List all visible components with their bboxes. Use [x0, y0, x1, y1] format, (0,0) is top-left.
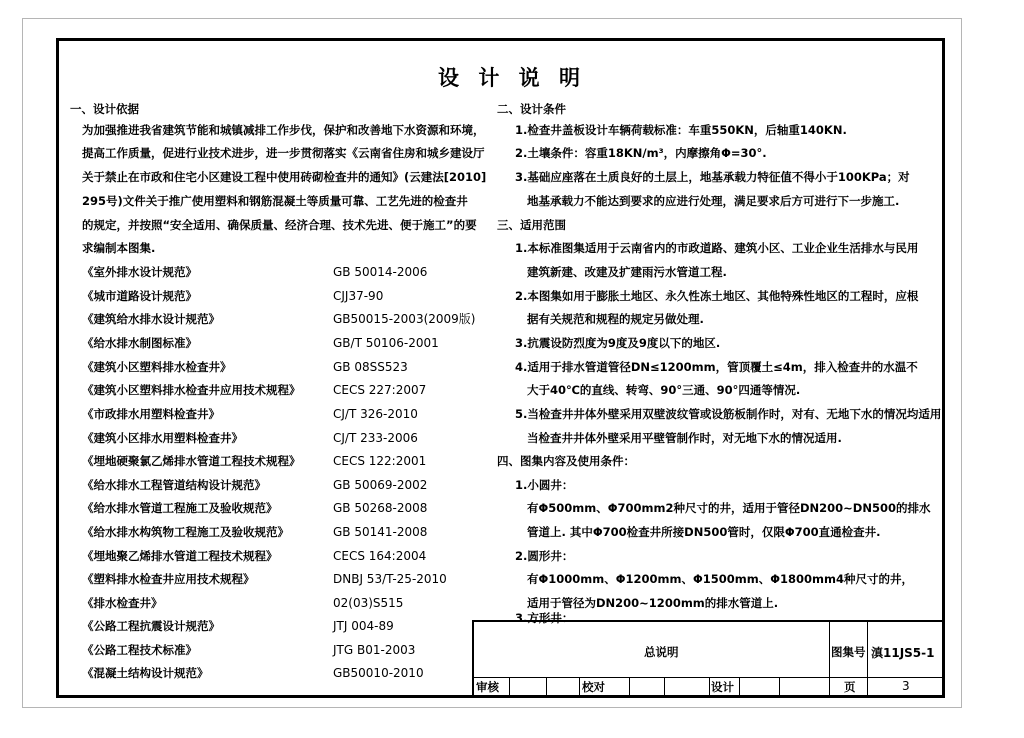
body-line: 管道上. 其中Φ700检查井所接DN500管时，仅限Φ700直通检查井.: [527, 525, 881, 539]
section-heading: 二、设计条件: [497, 102, 566, 116]
body-line: 4.适用于排水管道管径DN≤1200mm，管顶覆土≤4m，排入检查井的水温不: [515, 360, 918, 374]
standard-name: 《混凝土结构设计规范》: [82, 666, 209, 680]
intro-line: 关于禁止在市政和住宅小区建设工程中使用砖砌检查井的通知》(云建法[2010]: [82, 170, 487, 184]
atlas-label: 图集号: [831, 645, 866, 659]
body-line: 3.基础应座落在土质良好的土层上，地基承载力特征值不得小于100KPa；对: [515, 170, 910, 184]
standard-code: JTJ 004-89: [333, 619, 394, 633]
body-line: 建筑新建、改建及扩建雨污水管道工程.: [527, 265, 727, 279]
standard-code: CECS 227:2007: [333, 383, 427, 397]
standard-code: DNBJ 53/T-25-2010: [333, 572, 447, 586]
standard-name: 《建筑小区塑料排水检查井应用技术规程》: [82, 383, 301, 397]
intro-line: 提高工作质量，促进行业技术进步，进一步贯彻落实《云南省住房和城乡建设厅: [82, 146, 485, 160]
intro-line: 为加强推进我省建筑节能和城镇减排工作步伐，保护和改善地下水资源和环境，: [82, 123, 485, 137]
standard-name: 《埋地硬聚氯乙烯排水管道工程技术规程》: [82, 454, 301, 468]
section-heading: 三、适用范围: [497, 218, 566, 232]
design-label: 设计: [711, 680, 734, 694]
intro-line: 295号)文件关于推广使用塑料和钢筋混凝土等质量可靠、工艺先进的检查井: [82, 194, 468, 208]
title-block-divider: [629, 677, 630, 695]
standard-code: GB50015-2003(2009版): [333, 312, 476, 326]
body-line: 1.检查井盖板设计车辆荷载标准：车重550KN，后轴重140KN.: [515, 123, 847, 137]
standard-code: GB 50069-2002: [333, 478, 428, 492]
body-line: 地基承载力不能达到要求的应进行处理，满足要求后方可进行下一步施工.: [527, 194, 900, 208]
title-block-divider: [867, 622, 868, 695]
title-block-divider: [779, 677, 780, 695]
intro-line: 的规定，并按照“安全适用、确保质量、经济合理、技术先进、便于施工”的要: [82, 218, 477, 232]
standard-code: CJJ37-90: [333, 289, 384, 303]
title-block-divider: [739, 677, 740, 695]
page-label: 页: [844, 680, 856, 694]
standard-code: GB 50141-2008: [333, 525, 428, 539]
title-block-divider: [474, 677, 942, 678]
body-line: 5.当检查井井体外壁采用双壁波纹管或设筋板制作时，对有、无地下水的情况均适用；: [515, 407, 953, 421]
body-line: 适用于管径为DN200~1200mm的排水管道上.: [527, 596, 779, 610]
standard-code: 02(03)S515: [333, 596, 404, 610]
body-line: 2.本图集如用于膨胀土地区、永久性冻土地区、其他特殊性地区的工程时，应根: [515, 289, 919, 303]
body-line: 3.抗震设防烈度为9度及9度以下的地区.: [515, 336, 721, 350]
standard-name: 《给水排水工程管道结构设计规范》: [82, 478, 266, 492]
standard-name: 《城市道路设计规范》: [82, 289, 197, 303]
body-line: 1.本标准图集适用于云南省内的市政道路、建筑小区、工业企业生活排水与民用: [515, 241, 919, 255]
title-block-divider: [579, 677, 580, 695]
page-number: 3: [902, 679, 910, 693]
standard-name: 《埋地聚乙烯排水管道工程技术规程》: [82, 549, 278, 563]
standard-code: GB50010-2010: [333, 666, 424, 680]
standard-name: 《建筑小区排水用塑料检查井》: [82, 431, 243, 445]
body-line: 1.小圆井：: [515, 478, 574, 492]
standard-name: 《建筑小区塑料排水检查井》: [82, 360, 232, 374]
standard-name: 《公路工程技术标准》: [82, 643, 197, 657]
standard-code: JTG B01-2003: [333, 643, 416, 657]
body-line: 据有关规范和规程的规定另做处理.: [527, 312, 704, 326]
standard-name: 《塑料排水检查井应用技术规程》: [82, 572, 255, 586]
standard-code: CECS 164:2004: [333, 549, 427, 563]
standard-name: 《给水排水构筑物工程施工及验收规范》: [82, 525, 289, 539]
body-line: 2.土壤条件：容重18KN/m³，内摩擦角Φ=30°.: [515, 146, 767, 160]
standard-code: CJ/T 233-2006: [333, 431, 418, 445]
title-block-divider: [546, 677, 547, 695]
body-line: 大于40℃的直线、转弯、90°三通、90°四通等情况.: [527, 383, 801, 397]
review-label: 审核: [476, 680, 499, 694]
body-line: 3.方形井：: [515, 611, 574, 625]
standard-code: CECS 122:2001: [333, 454, 427, 468]
body-line: 有Φ500mm、Φ700mm2种尺寸的井，适用于管径DN200~DN500的排水: [527, 501, 931, 515]
body-line: 有Φ1000mm、Φ1200mm、Φ1500mm、Φ1800mm4种尺寸的井，: [527, 572, 913, 586]
section-heading: 四、图集内容及使用条件：: [497, 454, 635, 468]
title-block: [472, 620, 942, 695]
standard-code: CJ/T 326-2010: [333, 407, 418, 421]
section-heading-basis: 一、设计依据: [70, 102, 139, 116]
standard-code: GB/T 50106-2001: [333, 336, 439, 350]
intro-line: 求编制本图集.: [82, 241, 156, 255]
standard-name: 《给水排水管道工程施工及验收规范》: [82, 501, 278, 515]
standard-name: 《公路工程抗震设计规范》: [82, 619, 220, 633]
standard-name: 《市政排水用塑料检查井》: [82, 407, 220, 421]
standard-code: GB 08SS523: [333, 360, 408, 374]
standard-code: GB 50014-2006: [333, 265, 428, 279]
page-title: 设 计 说 明: [438, 66, 586, 90]
title-block-divider: [709, 677, 710, 695]
sheet-title: 总说明: [644, 645, 679, 659]
standard-name: 《给水排水制图标准》: [82, 336, 197, 350]
body-line: 当检查井井体外壁采用平壁管制作时，对无地下水的情况适用.: [527, 431, 842, 445]
standard-name: 《建筑给水排水设计规范》: [82, 312, 220, 326]
check-label: 校对: [582, 680, 605, 694]
standard-name: 《室外排水设计规范》: [82, 265, 197, 279]
standard-name: 《排水检查井》: [82, 596, 163, 610]
body-line: 2.圆形井：: [515, 549, 574, 563]
title-block-divider: [664, 677, 665, 695]
title-block-divider: [829, 622, 830, 695]
title-block-divider: [509, 677, 510, 695]
standard-code: GB 50268-2008: [333, 501, 428, 515]
atlas-number: 滇11JS5-1: [871, 646, 935, 660]
